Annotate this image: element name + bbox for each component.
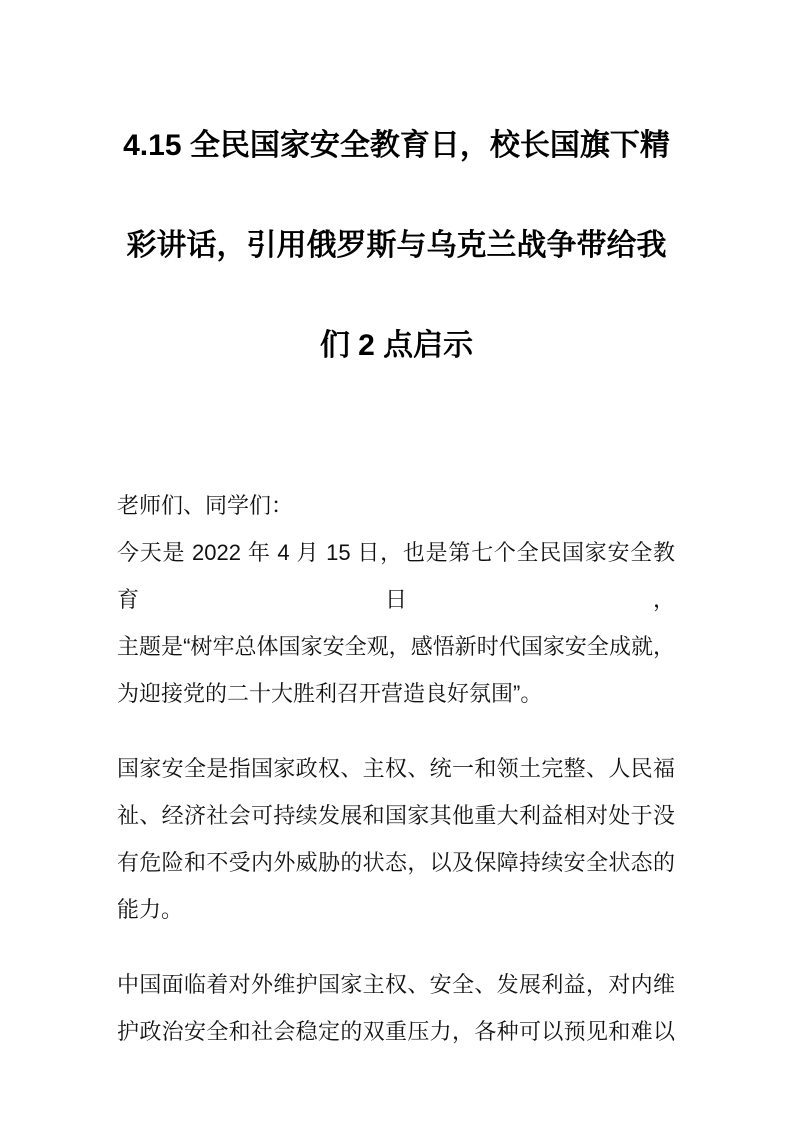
body-line: 为迎接党的二十大胜利召开营造良好氛围”。 <box>117 681 543 706</box>
body-line: 中国面临着对外维护国家主权、安全、发展利益，对内维 <box>117 972 675 997</box>
body-line: 国家安全是指国家政权、主权、统一和领土完整、人民福 <box>117 756 675 781</box>
document-body <box>117 482 675 1055</box>
body-line: 能力。 <box>117 897 184 922</box>
paragraph <box>117 745 675 933</box>
salutation-paragraph <box>117 482 675 529</box>
title-line: 4.15 全民国家安全教育日，校长国旗下精 <box>123 129 670 162</box>
paragraph <box>117 961 675 1055</box>
body-line: 今天是 2022 年 4 月 15 日，也是第七个全民国家安全教育日， <box>117 540 675 612</box>
body-line: 主题是“树牢总体国家安全观，感悟新时代国家安全成就， <box>117 634 675 659</box>
title-line: 们 2 点启示 <box>319 329 474 362</box>
paragraph <box>117 529 675 717</box>
body-line: 护政治安全和社会稳定的双重压力，各种可以预见和难以 <box>117 1019 675 1044</box>
salutation: 老师们、同学们： <box>117 493 294 518</box>
document-title <box>0 96 793 396</box>
title-line: 彩讲话，引用俄罗斯与乌克兰战争带给我 <box>126 229 667 262</box>
body-line: 有危险和不受内外威胁的状态，以及保障持续安全状态的 <box>117 850 675 875</box>
body-line: 祉、经济社会可持续发展和国家其他重大利益相对处于没 <box>117 803 675 828</box>
